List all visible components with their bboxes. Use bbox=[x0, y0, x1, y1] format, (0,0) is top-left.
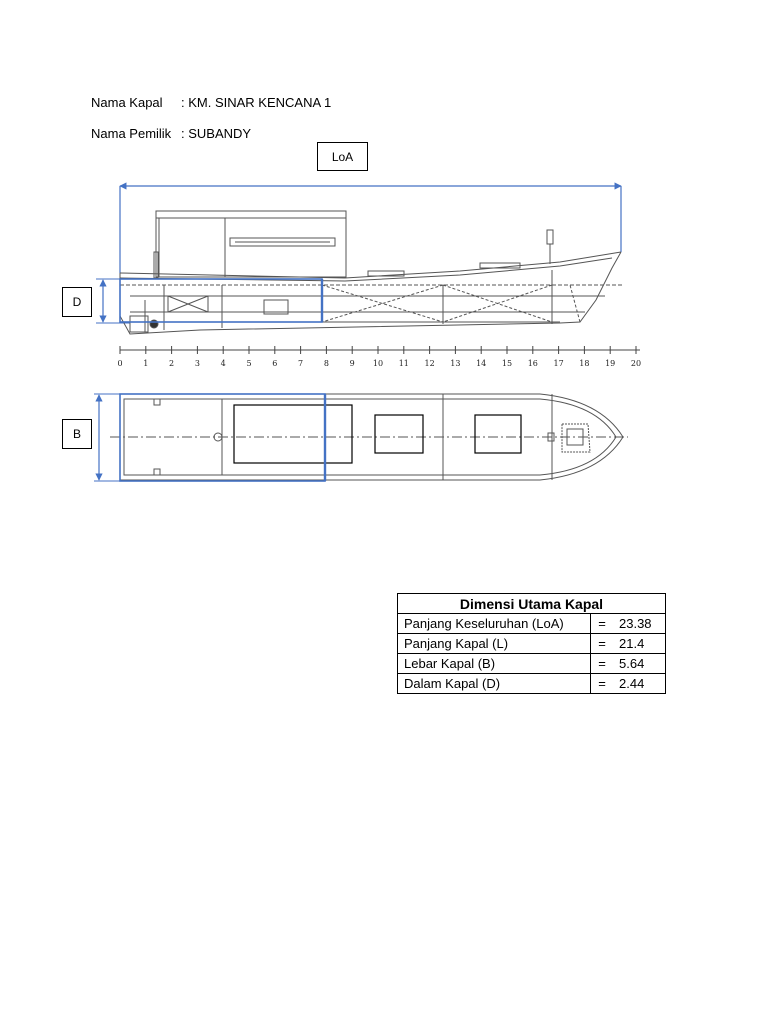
table-title: Dimensi Utama Kapal bbox=[398, 594, 666, 614]
station-number: 17 bbox=[553, 359, 564, 368]
station-number: 0 bbox=[117, 359, 123, 368]
plan-view bbox=[94, 394, 628, 481]
row-label: Panjang Kapal (L) bbox=[398, 634, 591, 654]
fish-hold-bracing bbox=[322, 285, 552, 322]
row-equals: = bbox=[591, 674, 614, 694]
table-row bbox=[398, 654, 666, 674]
main-dimensions-table bbox=[397, 593, 666, 694]
row-label: Lebar Kapal (B) bbox=[398, 654, 591, 674]
breadth-tag: B bbox=[62, 419, 92, 449]
station-number: 12 bbox=[424, 359, 435, 368]
wheelhouse-plan bbox=[234, 405, 352, 463]
hatch-1-plan bbox=[375, 415, 423, 453]
loa-tag: LoA bbox=[317, 142, 368, 171]
wheelhouse bbox=[156, 211, 346, 277]
station-number: 16 bbox=[527, 359, 538, 368]
station-number: 4 bbox=[220, 359, 226, 368]
station-number: 7 bbox=[298, 359, 304, 368]
row-equals: = bbox=[591, 634, 614, 654]
ship-name-value: : KM. SINAR KENCANA 1 bbox=[181, 95, 332, 110]
deck-sheer-line bbox=[120, 252, 621, 278]
station-number: 13 bbox=[450, 359, 461, 368]
hatch-2-plan bbox=[475, 415, 521, 453]
station-scale bbox=[117, 346, 641, 368]
station-number: 18 bbox=[579, 359, 590, 368]
table-header-row bbox=[398, 594, 666, 614]
row-value: 21.4 bbox=[613, 634, 666, 654]
row-value: 23.38 bbox=[613, 614, 666, 634]
row-label: Panjang Keseluruhan (LoA) bbox=[398, 614, 591, 634]
station-number: 19 bbox=[605, 359, 616, 368]
station-number: 1 bbox=[143, 359, 149, 368]
side-profile-view bbox=[96, 186, 640, 350]
station-number: 8 bbox=[323, 359, 329, 368]
table-row bbox=[398, 614, 666, 634]
table-row bbox=[398, 634, 666, 654]
station-number: 5 bbox=[246, 359, 252, 368]
row-equals: = bbox=[591, 614, 614, 634]
station-number: 15 bbox=[501, 359, 513, 368]
station-number: 6 bbox=[272, 359, 278, 368]
station-number: 2 bbox=[169, 359, 175, 368]
station-number: 9 bbox=[349, 359, 355, 368]
row-value: 5.64 bbox=[613, 654, 666, 674]
depth-tag: D bbox=[62, 287, 92, 317]
station-number: 11 bbox=[398, 359, 409, 368]
owner-label: Nama Pemilik bbox=[91, 126, 172, 141]
station-number: 3 bbox=[194, 359, 200, 368]
foremast bbox=[547, 230, 553, 244]
owner-value: : SUBANDY bbox=[181, 126, 252, 141]
ship-name-label: Nama Kapal bbox=[91, 95, 163, 110]
station-number: 10 bbox=[372, 359, 384, 368]
row-label: Dalam Kapal (D) bbox=[398, 674, 591, 694]
forepeak-hatch-plan bbox=[562, 424, 590, 452]
row-equals: = bbox=[591, 654, 614, 674]
table-row bbox=[398, 674, 666, 694]
row-value: 2.44 bbox=[613, 674, 666, 694]
station-number: 14 bbox=[476, 359, 487, 368]
station-number: 20 bbox=[630, 359, 642, 368]
